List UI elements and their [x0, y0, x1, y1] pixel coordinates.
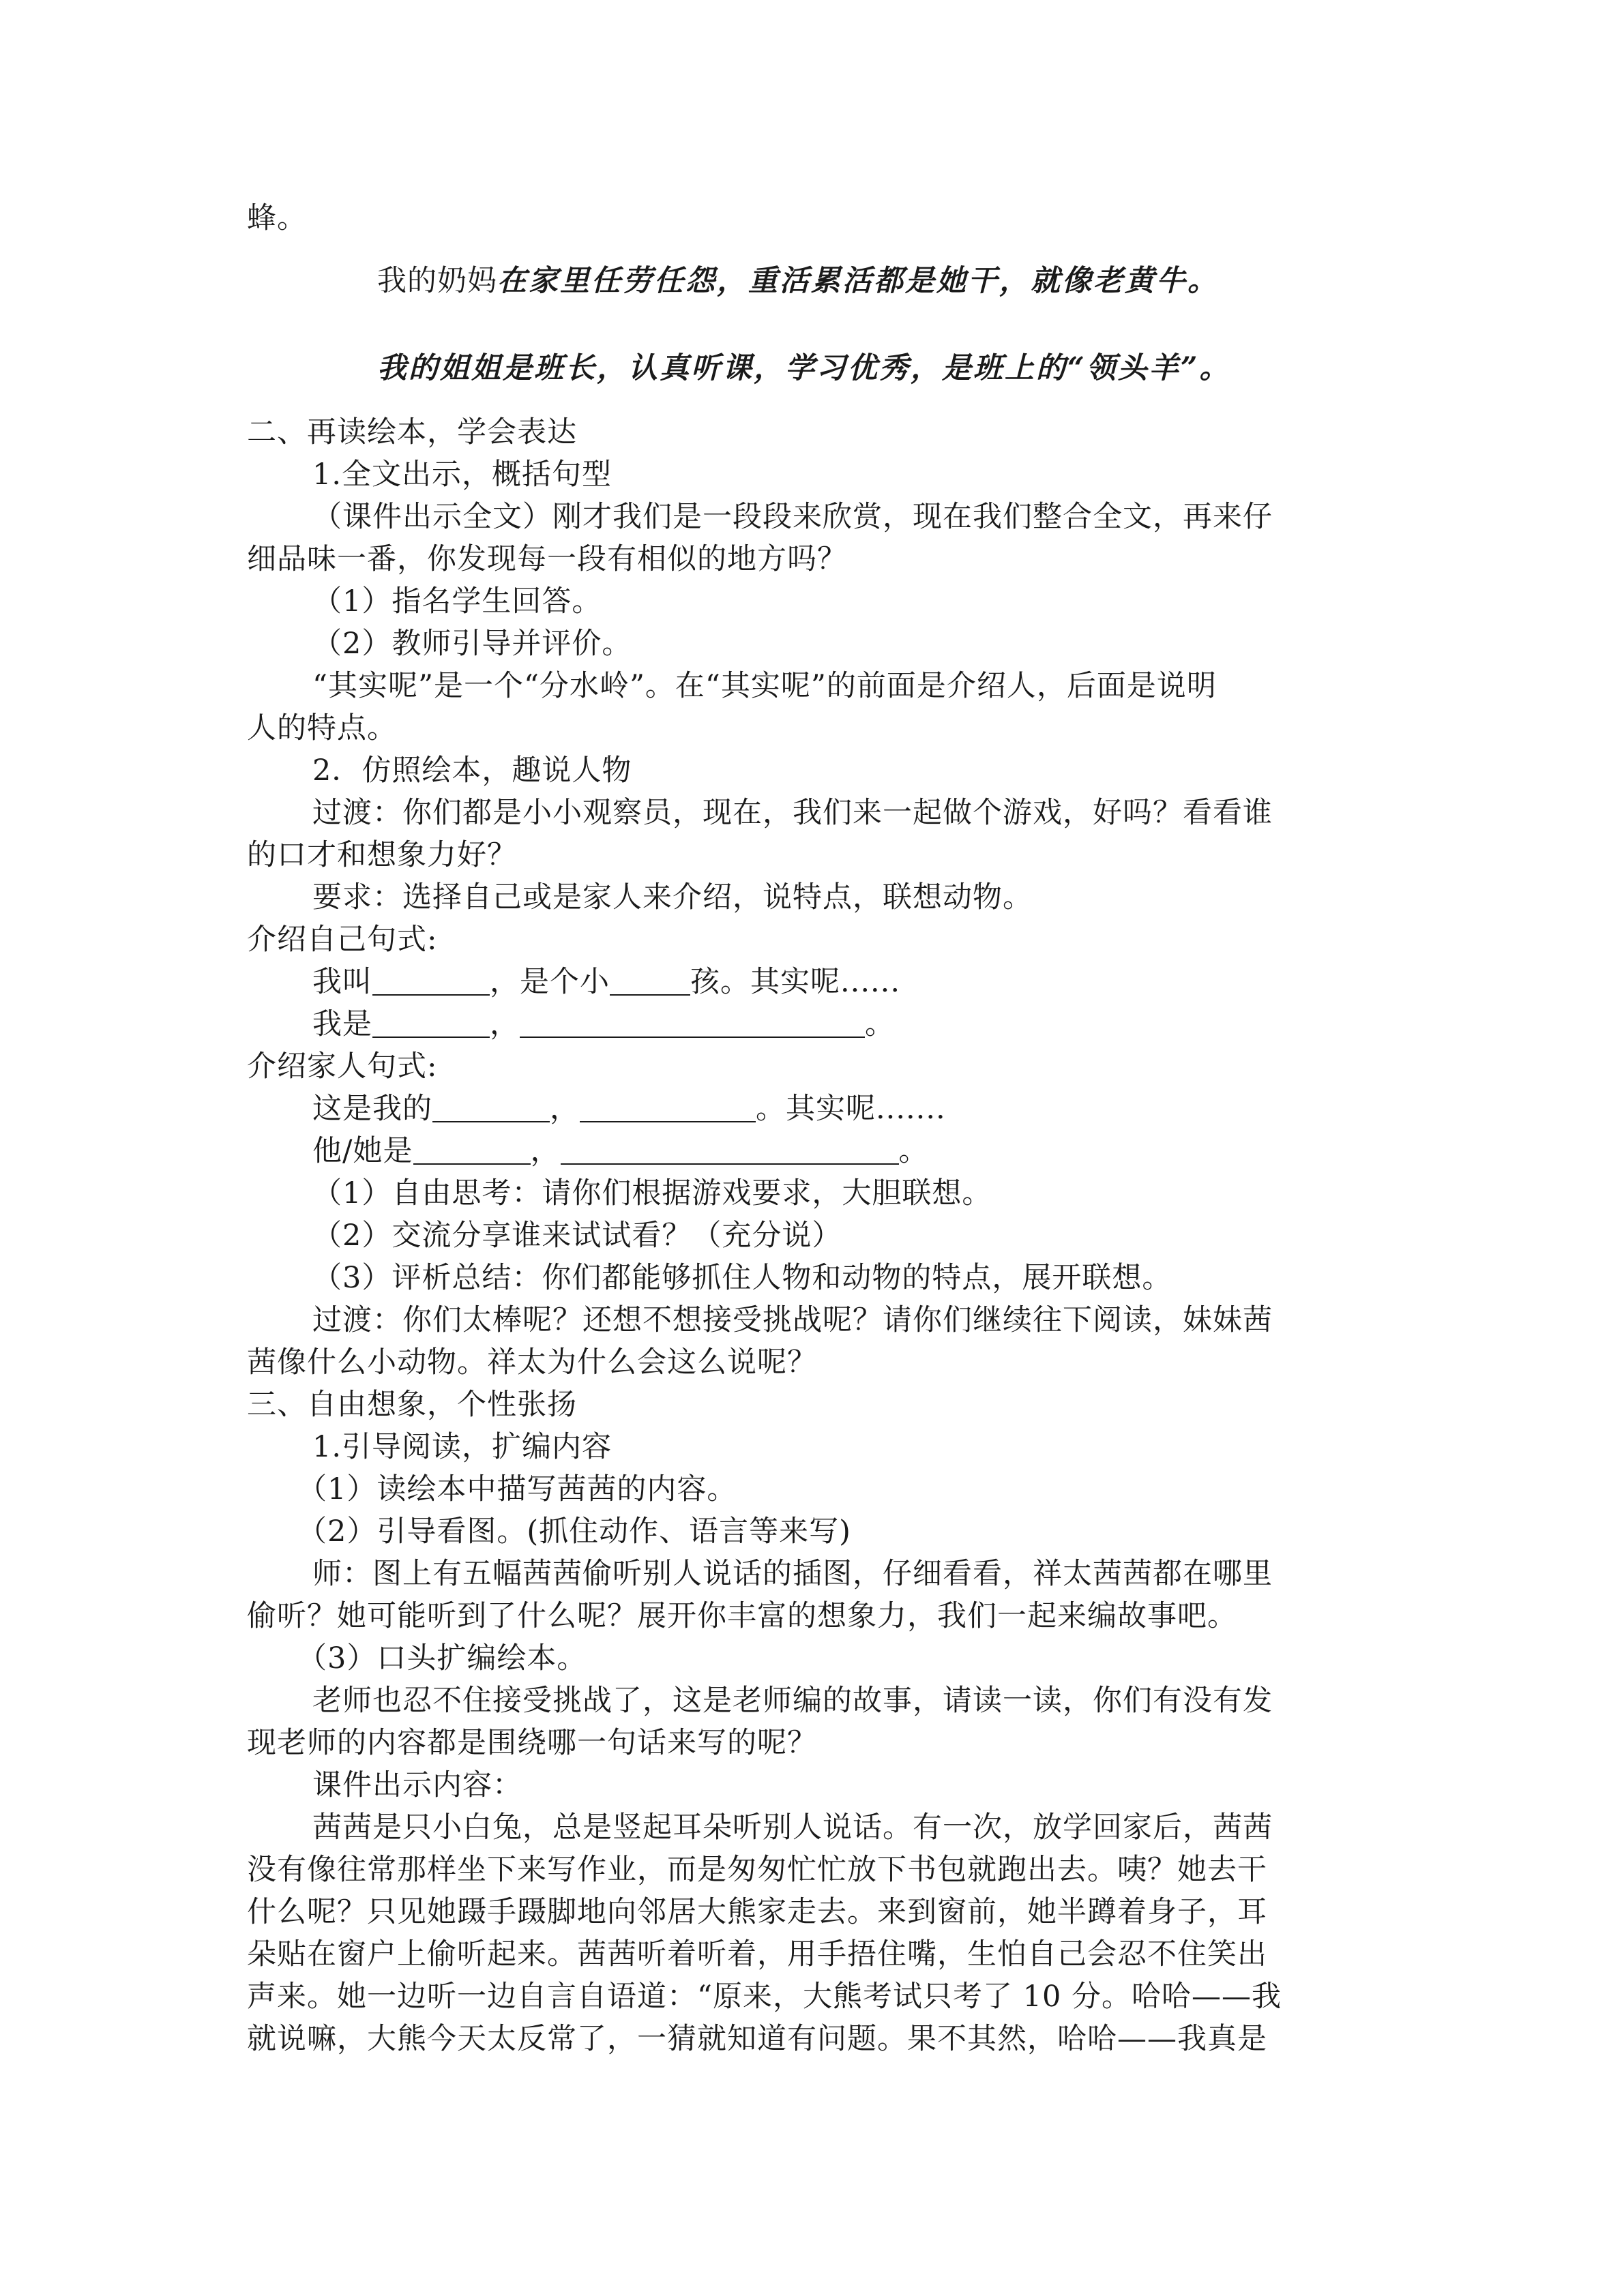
fill-blank: [520, 1009, 865, 1038]
text-line: 1.全文出示，概括句型: [312, 458, 612, 492]
text-line: 课件出示内容：: [312, 1768, 522, 1802]
text-line: 介绍自己句式:: [247, 923, 438, 957]
text-line: 介绍家人句式:: [247, 1049, 438, 1084]
text-line: 现老师的内容都是围绕哪一句话来写的呢？: [247, 1726, 817, 1760]
story-line: 什么呢？只见她蹑手蹑脚地向邻居大熊家走去。来到窗前，她半蹲着身子，耳: [247, 1895, 1267, 1929]
story-line: 朵贴在窗户上偷听起来。茜茜听着听着，用手捂住嘴，生怕自己会忍不住笑出: [247, 1937, 1267, 1971]
sentence-pattern-self-2: 我是 ， 。: [312, 1007, 895, 1041]
text-line: “其实呢”是一个“分水岭”。在“其实呢”的前面是介绍人，后面是说明: [312, 669, 1217, 703]
story-line: 没有像往常那样坐下来写作业，而是匆匆忙忙放下书包就跑出去。咦？她去干: [247, 1853, 1267, 1887]
story-line: 就说嘛，大熊今天太反常了，一猜就知道有问题。果不其然，哈哈——我真是: [247, 2022, 1267, 2056]
text-line: （2）交流分享谁来试试看？（充分说）: [312, 1219, 842, 1253]
text-line: 过渡：你们太棒呢？还想不想接受挑战呢？请你们继续往下阅读，妹妹茜: [312, 1303, 1273, 1337]
text-line: 茜像什么小动物。祥太为什么会这么说呢？: [247, 1345, 817, 1380]
text-line: 细品味一番，你发现每一段有相似的地方吗？: [247, 542, 847, 576]
fill-blank: [372, 967, 490, 996]
text-line: （1）自由思考：请你们根据游戏要求，大胆联想。: [312, 1176, 992, 1210]
text-line: 师：图上有五幅茜茜偷听别人说话的插图，仔细看看，祥太茜茜都在哪里: [312, 1557, 1273, 1591]
text-line: （2）教师引导并评价。: [312, 627, 632, 661]
text-line: 蜂。: [247, 201, 307, 235]
text-line: 人的特点。: [247, 711, 397, 745]
section-heading-2: 二、再读绘本，学会表达: [247, 415, 577, 449]
text-line: 2．仿照绘本，趣说人物: [312, 754, 632, 788]
fill-blank: [610, 967, 690, 996]
fill-blank: [432, 1094, 550, 1122]
fill-blank: [561, 1136, 899, 1165]
story-line: 声来。她一边听一边自言自语道：“原来，大熊考试只考了 10 分。哈哈——我: [247, 1980, 1282, 2014]
fill-blank: [372, 1009, 490, 1038]
text-line: 偷听？她可能听到了什么呢？展开你丰富的想象力，我们一起来编故事吧。: [247, 1599, 1237, 1633]
example-sentence-sister: 我的姐姐是班长，认真听课，学习优秀，是班上的“领头羊”。: [377, 351, 1231, 385]
text-line: 老师也忍不住接受挑战了，这是老师编的故事，请读一读，你们有没有发: [312, 1684, 1273, 1718]
text-line: 过渡：你们都是小小观察员，现在，我们来一起做个游戏，好吗？看看谁: [312, 796, 1273, 830]
sentence-pattern-family-1: 这是我的 ， 。其实呢.......: [312, 1092, 946, 1126]
text-line: 1.引导阅读，扩编内容: [312, 1430, 612, 1464]
text-line: 要求：选择自己或是家人来介绍，说特点，联想动物。: [312, 880, 1033, 914]
fill-blank: [580, 1094, 756, 1122]
fill-blank: [413, 1136, 531, 1165]
section-heading-3: 三、自由想象，个性张扬: [247, 1388, 577, 1422]
sentence-pattern-self-1: 我叫 ，是个小 孩。其实呢......: [312, 965, 901, 999]
text-line: （1）指名学生回答。: [312, 584, 602, 618]
text-line: 的口才和想象力好？: [247, 838, 517, 872]
text-line: （2）引导看图。(抓住动作、语言等来写): [297, 1515, 851, 1549]
story-line: 茜茜是只小白兔，总是竖起耳朵听别人说话。有一次，放学回家后，茜茜: [312, 1810, 1273, 1845]
text-line: （3）评析总结：你们都能够抓住人物和动物的特点，展开联想。: [312, 1261, 1172, 1295]
text-line: （3）口头扩编绘本。: [297, 1641, 587, 1675]
example-sentence-grandma: 我的奶妈在家里任劳任怨，重活累活都是她干，就像老黄牛。: [377, 264, 1219, 298]
text-line: （1）读绘本中描写茜茜的内容。: [297, 1472, 737, 1506]
sentence-pattern-family-2: 他/她是 ， 。: [312, 1134, 929, 1168]
text-line: （课件出示全文）刚才我们是一段段来欣赏，现在我们整合全文，再来仔: [312, 500, 1273, 534]
